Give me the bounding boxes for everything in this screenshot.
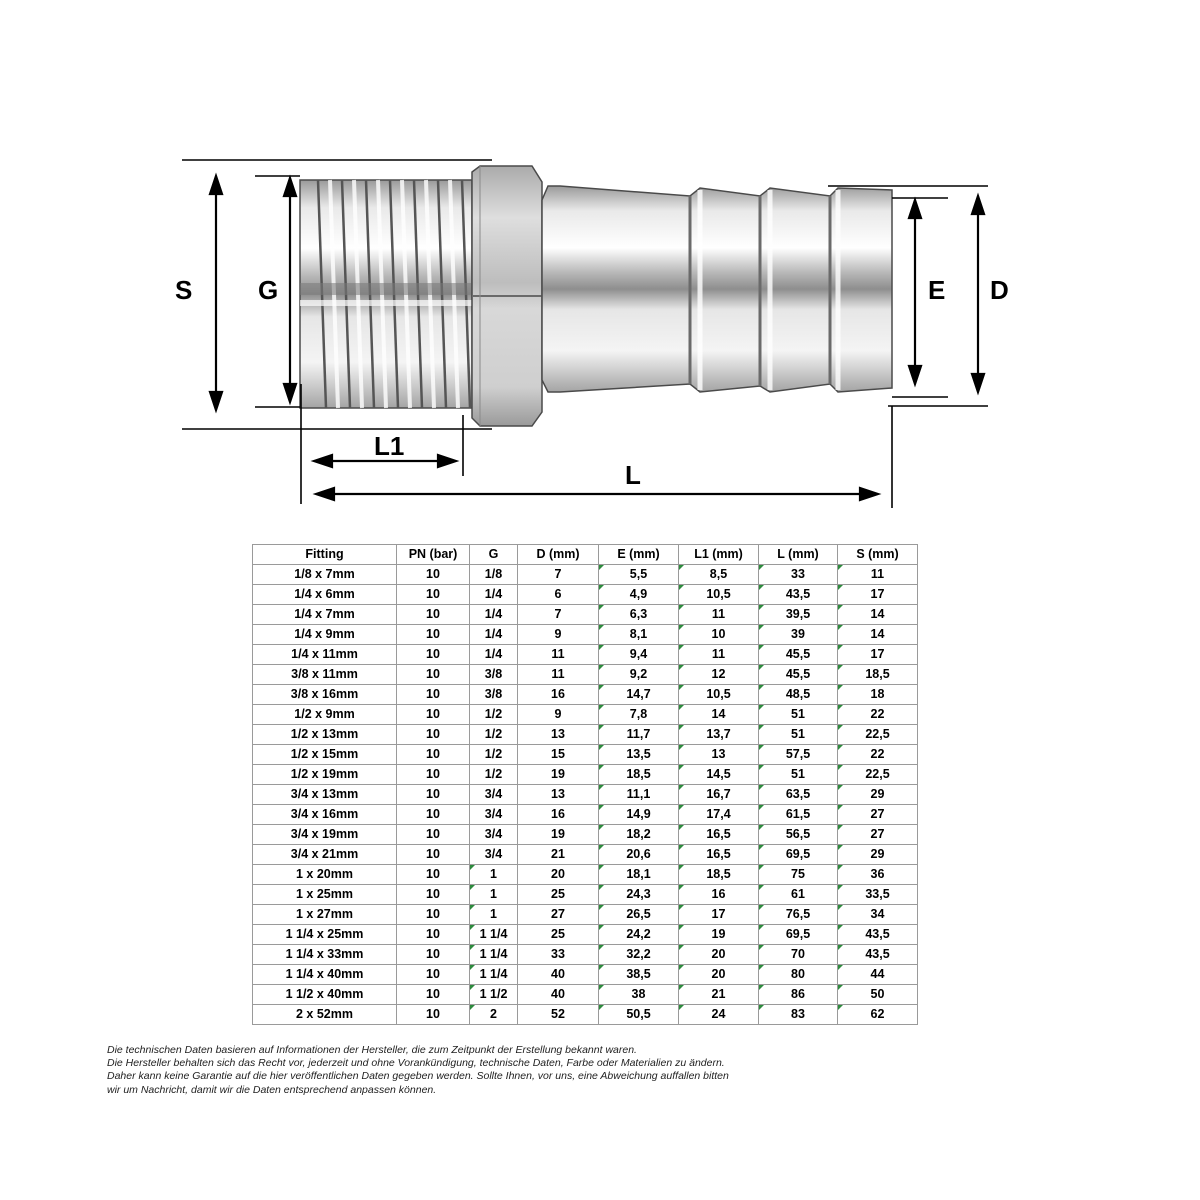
cell-fitting: 3/4 x 19mm	[253, 825, 397, 845]
hex-nut	[472, 166, 542, 426]
table-row	[253, 925, 918, 945]
threaded-section	[300, 180, 472, 408]
cell-fitting: 1/2 x 13mm	[253, 725, 397, 745]
cell-fitting: 1 x 20mm	[253, 865, 397, 885]
cell-s: 22,5	[838, 725, 918, 745]
table-row	[253, 745, 918, 765]
dimension-label-l1: L1	[374, 431, 405, 461]
cell-pn: 10	[397, 1005, 470, 1025]
cell-fitting: 1/4 x 11mm	[253, 645, 397, 665]
cell-fitting: 1/4 x 7mm	[253, 605, 397, 625]
dimension-label-d: D	[990, 275, 1009, 305]
cell-g: 3/4	[470, 805, 518, 825]
cell-d: 9	[518, 625, 599, 645]
cell-e: 5,5	[599, 565, 679, 585]
cell-g: 3/8	[470, 685, 518, 705]
table-row	[253, 585, 918, 605]
table-row	[253, 705, 918, 725]
cell-d: 33	[518, 945, 599, 965]
table-row	[253, 905, 918, 925]
cell-s: 22	[838, 745, 918, 765]
cell-g: 1/2	[470, 745, 518, 765]
cell-l1: 16	[679, 885, 759, 905]
table-row	[253, 645, 918, 665]
cell-d: 19	[518, 765, 599, 785]
cell-e: 50,5	[599, 1005, 679, 1025]
cell-g: 1 1/4	[470, 965, 518, 985]
cell-fitting: 1 1/4 x 33mm	[253, 945, 397, 965]
cell-pn: 10	[397, 585, 470, 605]
cell-pn: 10	[397, 785, 470, 805]
cell-l: 39	[759, 625, 838, 645]
cell-s: 27	[838, 805, 918, 825]
cell-d: 27	[518, 905, 599, 925]
cell-g: 1	[470, 905, 518, 925]
cell-pn: 10	[397, 605, 470, 625]
cell-e: 24,3	[599, 885, 679, 905]
cell-g: 1	[470, 885, 518, 905]
cell-d: 25	[518, 925, 599, 945]
cell-s: 43,5	[838, 945, 918, 965]
cell-s: 44	[838, 965, 918, 985]
cell-l1: 10,5	[679, 685, 759, 705]
cell-g: 2	[470, 1005, 518, 1025]
hose-barb	[542, 186, 892, 392]
cell-l1: 24	[679, 1005, 759, 1025]
header-pn: PN (bar)	[397, 545, 470, 565]
table-row	[253, 825, 918, 845]
cell-l1: 14	[679, 705, 759, 725]
cell-d: 52	[518, 1005, 599, 1025]
cell-fitting: 1 x 27mm	[253, 905, 397, 925]
cell-fitting: 1/2 x 19mm	[253, 765, 397, 785]
cell-g: 1/2	[470, 705, 518, 725]
cell-pn: 10	[397, 845, 470, 865]
cell-g: 1/2	[470, 725, 518, 745]
cell-fitting: 1/8 x 7mm	[253, 565, 397, 585]
cell-fitting: 1/2 x 15mm	[253, 745, 397, 765]
cell-l: 45,5	[759, 645, 838, 665]
cell-l1: 8,5	[679, 565, 759, 585]
table-row	[253, 625, 918, 645]
dimension-label-s: S	[175, 275, 193, 305]
cell-s: 50	[838, 985, 918, 1005]
table-header-row	[253, 545, 918, 565]
disclaimer-line: Die technischen Daten basieren auf Informationen der Hersteller, die zum Zeitpunkt der Erstellung bekannt waren.	[107, 1044, 637, 1056]
cell-g: 1/4	[470, 645, 518, 665]
cell-s: 22,5	[838, 765, 918, 785]
cell-l1: 20	[679, 965, 759, 985]
table-row	[253, 1005, 918, 1025]
cell-e: 18,1	[599, 865, 679, 885]
cell-pn: 10	[397, 625, 470, 645]
cell-d: 40	[518, 965, 599, 985]
cell-fitting: 1 x 25mm	[253, 885, 397, 905]
cell-s: 27	[838, 825, 918, 845]
cell-pn: 10	[397, 865, 470, 885]
cell-l: 70	[759, 945, 838, 965]
cell-l: 75	[759, 865, 838, 885]
table-row	[253, 945, 918, 965]
cell-s: 17	[838, 645, 918, 665]
cell-e: 24,2	[599, 925, 679, 945]
cell-pn: 10	[397, 825, 470, 845]
cell-d: 19	[518, 825, 599, 845]
cell-pn: 10	[397, 645, 470, 665]
cell-d: 13	[518, 725, 599, 745]
cell-e: 26,5	[599, 905, 679, 925]
cell-e: 20,6	[599, 845, 679, 865]
cell-pn: 10	[397, 885, 470, 905]
cell-l: 43,5	[759, 585, 838, 605]
table-row	[253, 965, 918, 985]
cell-g: 1	[470, 865, 518, 885]
cell-fitting: 1/4 x 6mm	[253, 585, 397, 605]
cell-s: 18	[838, 685, 918, 705]
header-l: L (mm)	[759, 545, 838, 565]
cell-l: 33	[759, 565, 838, 585]
cell-l: 51	[759, 705, 838, 725]
cell-fitting: 3/8 x 16mm	[253, 685, 397, 705]
dimension-label-g: G	[258, 275, 279, 305]
cell-l: 45,5	[759, 665, 838, 685]
cell-s: 36	[838, 865, 918, 885]
table-row	[253, 865, 918, 885]
disclaimer	[107, 1044, 807, 1097]
cell-d: 16	[518, 805, 599, 825]
cell-l: 56,5	[759, 825, 838, 845]
table-row	[253, 885, 918, 905]
table-row	[253, 605, 918, 625]
cell-l: 76,5	[759, 905, 838, 925]
cell-g: 1/4	[470, 585, 518, 605]
cell-pn: 10	[397, 685, 470, 705]
table-row	[253, 565, 918, 585]
cell-d: 11	[518, 645, 599, 665]
cell-l1: 16,5	[679, 845, 759, 865]
cell-s: 33,5	[838, 885, 918, 905]
cell-l1: 20	[679, 945, 759, 965]
cell-l1: 11	[679, 605, 759, 625]
cell-s: 43,5	[838, 925, 918, 945]
cell-d: 21	[518, 845, 599, 865]
cell-e: 38,5	[599, 965, 679, 985]
cell-d: 7	[518, 565, 599, 585]
cell-e: 4,9	[599, 585, 679, 605]
cell-s: 14	[838, 605, 918, 625]
cell-l1: 10,5	[679, 585, 759, 605]
header-d: D (mm)	[518, 545, 599, 565]
table-row	[253, 665, 918, 685]
table-row	[253, 805, 918, 825]
header-s: S (mm)	[838, 545, 918, 565]
cell-g: 1 1/2	[470, 985, 518, 1005]
cell-g: 1 1/4	[470, 945, 518, 965]
table-row	[253, 845, 918, 865]
header-e: E (mm)	[599, 545, 679, 565]
cell-e: 18,2	[599, 825, 679, 845]
cell-s: 29	[838, 845, 918, 865]
cell-e: 9,2	[599, 665, 679, 685]
cell-l1: 18,5	[679, 865, 759, 885]
cell-l: 86	[759, 985, 838, 1005]
cell-d: 13	[518, 785, 599, 805]
header-fitting: Fitting	[253, 545, 397, 565]
cell-e: 38	[599, 985, 679, 1005]
disclaimer-line: wir um Nachricht, damit wir die Daten entsprechend anpassen können.	[107, 1083, 437, 1096]
cell-d: 16	[518, 685, 599, 705]
cell-l: 63,5	[759, 785, 838, 805]
cell-g: 3/4	[470, 785, 518, 805]
cell-pn: 10	[397, 765, 470, 785]
disclaimer-line: Die Hersteller behalten sich das Recht vor, jederzeit und ohne Vorankündigung, technische Daten, Farbe oder Materialien zu ändern.	[107, 1057, 725, 1070]
cell-e: 11,1	[599, 785, 679, 805]
cell-fitting: 3/4 x 16mm	[253, 805, 397, 825]
cell-fitting: 1 1/4 x 40mm	[253, 965, 397, 985]
cell-pn: 10	[397, 925, 470, 945]
cell-l: 51	[759, 765, 838, 785]
cell-g: 1/4	[470, 605, 518, 625]
cell-d: 7	[518, 605, 599, 625]
cell-fitting: 1/2 x 9mm	[253, 705, 397, 725]
cell-pn: 10	[397, 985, 470, 1005]
cell-l1: 16,5	[679, 825, 759, 845]
cell-l1: 14,5	[679, 765, 759, 785]
cell-l: 39,5	[759, 605, 838, 625]
cell-fitting: 3/4 x 21mm	[253, 845, 397, 865]
cell-l1: 13	[679, 745, 759, 765]
cell-l1: 11	[679, 645, 759, 665]
cell-pn: 10	[397, 805, 470, 825]
cell-fitting: 3/4 x 13mm	[253, 785, 397, 805]
cell-l: 51	[759, 725, 838, 745]
cell-l: 83	[759, 1005, 838, 1025]
cell-pn: 10	[397, 745, 470, 765]
header-g: G	[470, 545, 518, 565]
cell-e: 13,5	[599, 745, 679, 765]
table-body	[253, 565, 918, 1025]
cell-g: 3/4	[470, 825, 518, 845]
cell-d: 25	[518, 885, 599, 905]
cell-l: 69,5	[759, 925, 838, 945]
cell-l1: 13,7	[679, 725, 759, 745]
cell-pn: 10	[397, 965, 470, 985]
cell-l1: 17	[679, 905, 759, 925]
cell-e: 14,9	[599, 805, 679, 825]
cell-l1: 19	[679, 925, 759, 945]
cell-d: 15	[518, 745, 599, 765]
cell-l1: 16,7	[679, 785, 759, 805]
header-l1: L1 (mm)	[679, 545, 759, 565]
table-row	[253, 685, 918, 705]
cell-pn: 10	[397, 905, 470, 925]
table-row	[253, 725, 918, 745]
cell-l: 48,5	[759, 685, 838, 705]
cell-s: 11	[838, 565, 918, 585]
cell-l1: 17,4	[679, 805, 759, 825]
cell-l: 61	[759, 885, 838, 905]
cell-fitting: 1 1/2 x 40mm	[253, 985, 397, 1005]
cell-d: 40	[518, 985, 599, 1005]
cell-s: 18,5	[838, 665, 918, 685]
cell-s: 62	[838, 1005, 918, 1025]
cell-e: 9,4	[599, 645, 679, 665]
cell-fitting: 3/8 x 11mm	[253, 665, 397, 685]
cell-fitting: 1/4 x 9mm	[253, 625, 397, 645]
cell-g: 1 1/4	[470, 925, 518, 945]
fitting-dimension-drawing	[0, 0, 1200, 530]
cell-e: 32,2	[599, 945, 679, 965]
cell-d: 20	[518, 865, 599, 885]
cell-e: 8,1	[599, 625, 679, 645]
cell-l1: 10	[679, 625, 759, 645]
cell-s: 29	[838, 785, 918, 805]
cell-l: 69,5	[759, 845, 838, 865]
cell-e: 6,3	[599, 605, 679, 625]
cell-d: 11	[518, 665, 599, 685]
cell-l: 61,5	[759, 805, 838, 825]
cell-g: 1/4	[470, 625, 518, 645]
dimension-label-e: E	[928, 275, 946, 305]
cell-e: 14,7	[599, 685, 679, 705]
cell-pn: 10	[397, 725, 470, 745]
cell-l: 57,5	[759, 745, 838, 765]
cell-l: 80	[759, 965, 838, 985]
cell-s: 34	[838, 905, 918, 925]
table-row	[253, 765, 918, 785]
cell-s: 14	[838, 625, 918, 645]
cell-pn: 10	[397, 565, 470, 585]
cell-g: 1/8	[470, 565, 518, 585]
cell-g: 1/2	[470, 765, 518, 785]
cell-l1: 12	[679, 665, 759, 685]
disclaimer-line: Daher kann keine Garantie auf die hier veröffentlichen Daten gegeben werden. Sollte Ihnen, vor uns, eine Abweichung auffallen bitten	[107, 1070, 729, 1083]
cell-g: 3/4	[470, 845, 518, 865]
table-row	[253, 985, 918, 1005]
cell-s: 22	[838, 705, 918, 725]
specification-table	[252, 544, 918, 1025]
cell-fitting: 1 1/4 x 25mm	[253, 925, 397, 945]
table-row	[253, 785, 918, 805]
cell-e: 11,7	[599, 725, 679, 745]
dimension-label-l: L	[625, 460, 641, 490]
cell-pn: 10	[397, 705, 470, 725]
cell-d: 9	[518, 705, 599, 725]
cell-e: 7,8	[599, 705, 679, 725]
cell-pn: 10	[397, 945, 470, 965]
cell-g: 3/8	[470, 665, 518, 685]
cell-d: 6	[518, 585, 599, 605]
cell-pn: 10	[397, 665, 470, 685]
cell-s: 17	[838, 585, 918, 605]
cell-l1: 21	[679, 985, 759, 1005]
cell-fitting: 2 x 52mm	[253, 1005, 397, 1025]
cell-e: 18,5	[599, 765, 679, 785]
